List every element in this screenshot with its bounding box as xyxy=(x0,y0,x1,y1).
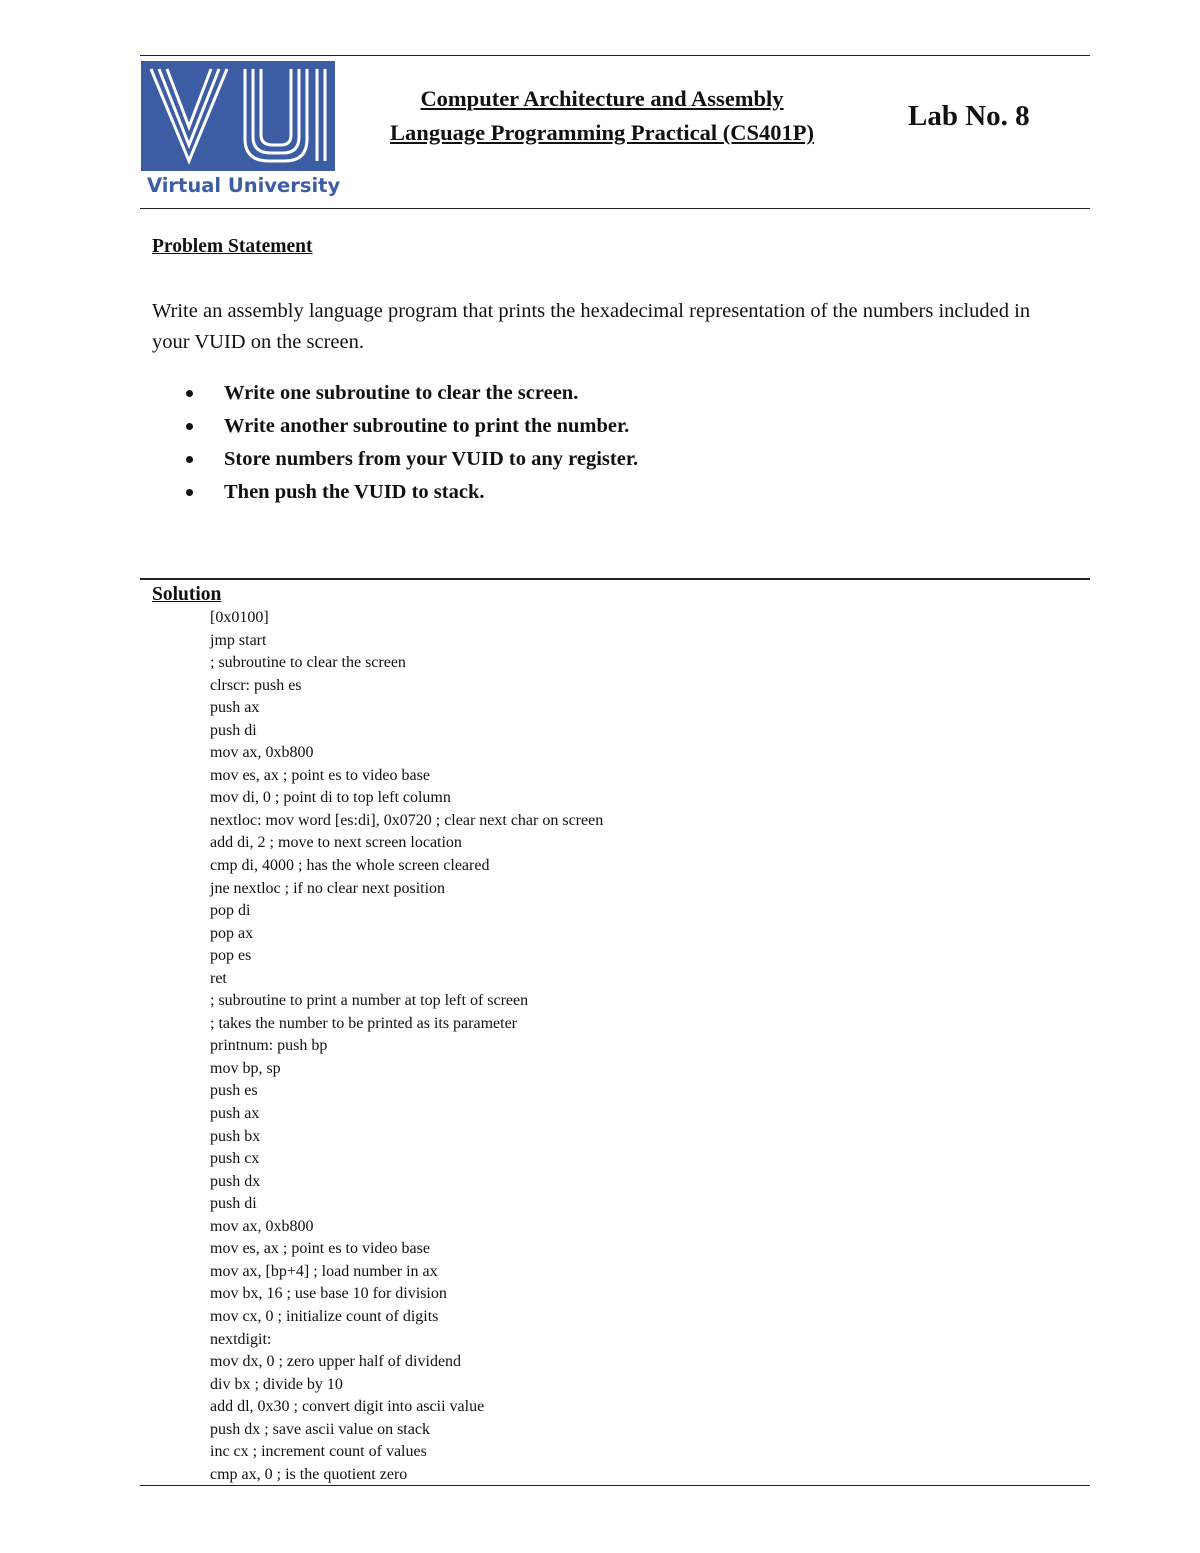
code-line: mov ax, 0xb800 xyxy=(210,744,314,762)
code-line: push ax xyxy=(210,699,260,717)
code-line: mov cx, 0 ; initialize count of digits xyxy=(210,1307,439,1325)
code-line: cmp di, 4000 ; has the whole screen cleared xyxy=(210,857,490,875)
requirement-item: Store numbers from your VUID to any register. xyxy=(152,443,638,476)
solution-rule xyxy=(140,578,1090,580)
code-line: push es xyxy=(210,1082,258,1100)
vu-logo-letters-graphic xyxy=(141,61,335,171)
course-title-line2: Language Programming Practical (CS401P) xyxy=(390,120,814,145)
code-line: push di xyxy=(210,1195,257,1213)
course-title-line1: Computer Architecture and Assembly xyxy=(420,86,784,111)
code-line: pop es xyxy=(210,947,252,965)
code-line: push bx xyxy=(210,1127,261,1145)
code-line: push dx xyxy=(210,1172,261,1190)
solution-code xyxy=(210,607,603,1486)
code-line: [0x0100] xyxy=(210,609,269,626)
problem-heading: Problem Statement xyxy=(152,236,313,257)
vu-logo xyxy=(141,61,341,199)
code-line: div bx ; divide by 10 xyxy=(210,1375,343,1393)
code-line: mov es, ax ; point es to video base xyxy=(210,766,430,784)
code-line: push di xyxy=(210,721,257,739)
solution-heading: Solution xyxy=(152,584,222,605)
requirements-list xyxy=(152,377,638,509)
top-rule xyxy=(140,55,1090,56)
code-line: ; subroutine to clear the screen xyxy=(210,654,406,672)
requirement-item: Write one subroutine to clear the screen. xyxy=(152,377,638,410)
code-line: nextloc: mov word [es:di], 0x0720 ; clear next char on screen xyxy=(210,811,604,829)
code-line: mov dx, 0 ; zero upper half of dividend xyxy=(210,1353,462,1371)
header-rule xyxy=(140,208,1090,209)
code-line: jmp start xyxy=(210,631,267,649)
code-line: mov di, 0 ; point di to top left column xyxy=(210,789,451,807)
vu-logo-mark xyxy=(141,61,335,171)
code-line: push cx xyxy=(210,1150,260,1168)
code-line: ; subroutine to print a number at top left of screen xyxy=(210,992,529,1010)
requirement-item: Write another subroutine to print the number. xyxy=(152,410,638,443)
vu-logo-text: Virtual University xyxy=(147,174,341,197)
code-line: mov ax, [bp+4] ; load number in ax xyxy=(210,1262,438,1280)
code-line: pop ax xyxy=(210,924,254,942)
lab-number: Lab No. 8 xyxy=(908,100,1030,132)
code-line: mov bp, sp xyxy=(210,1059,281,1077)
code-line: jne nextloc ; if no clear next position xyxy=(210,879,446,897)
code-line: inc cx ; increment count of values xyxy=(210,1443,427,1461)
code-line: printnum: push bp xyxy=(210,1037,328,1055)
code-line: add dl, 0x30 ; convert digit into ascii value xyxy=(210,1398,485,1416)
code-line: clrscr: push es xyxy=(210,676,302,694)
problem-text: Write an assembly language program that prints the hexadecimal representation of the numbers included in your VUID on the screen. xyxy=(152,300,1031,353)
requirement-item: Then push the VUID to stack. xyxy=(152,476,638,509)
code-line: add di, 2 ; move to next screen location xyxy=(210,834,462,852)
code-line: push ax xyxy=(210,1105,260,1123)
code-line: push dx ; save ascii value on stack xyxy=(210,1420,430,1438)
code-line: pop di xyxy=(210,902,251,920)
course-title xyxy=(356,82,848,150)
code-line: ret xyxy=(210,969,227,987)
code-line: nextdigit: xyxy=(210,1330,272,1348)
code-line: ; takes the number to be printed as its parameter xyxy=(210,1014,518,1032)
code-line: mov ax, 0xb800 xyxy=(210,1217,314,1235)
code-line: mov bx, 16 ; use base 10 for division xyxy=(210,1285,447,1303)
code-line: mov es, ax ; point es to video base xyxy=(210,1240,430,1258)
code-line: cmp ax, 0 ; is the quotient zero xyxy=(210,1465,408,1483)
